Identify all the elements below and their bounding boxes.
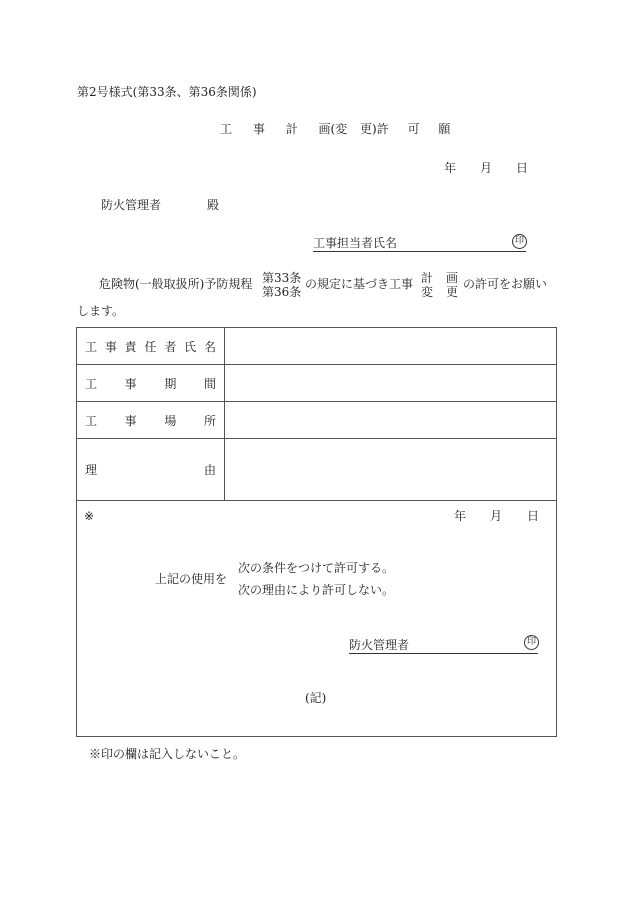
label-char: 所	[203, 413, 216, 428]
title-char: 可	[407, 122, 420, 136]
row-label-responsible-person	[77, 328, 225, 365]
label-char: 事	[124, 413, 137, 428]
applicant-name-field[interactable]	[313, 237, 526, 252]
label-char: 氏	[184, 339, 197, 354]
signer-label: 防火管理者	[349, 638, 410, 652]
label-char: 由	[203, 463, 216, 477]
article-33: 第33条	[262, 271, 302, 285]
title-char: 計	[285, 122, 298, 136]
row-label-reason	[77, 439, 225, 501]
change-char: 更	[446, 285, 459, 299]
label-char: 工	[85, 413, 98, 428]
decision-year-label: 年	[454, 509, 467, 523]
applicant-name-label: 工事担当者氏名	[313, 236, 398, 250]
request-middle: の規定に基づき工事	[305, 277, 414, 291]
label-char: 工	[85, 376, 98, 391]
decision-lead: 上記の使用を	[155, 572, 228, 586]
plan-char: 画	[446, 271, 459, 285]
label-char: 理	[85, 463, 98, 477]
table-row	[77, 402, 557, 439]
note-marker: (記)	[305, 691, 327, 705]
seal-icon: 印	[512, 234, 527, 249]
table-row	[77, 439, 557, 501]
form-identifier: 第2号様式(第33条、第36条関係)	[77, 85, 257, 99]
period-input[interactable]	[225, 365, 557, 402]
label-char: 場	[164, 413, 177, 428]
application-table	[76, 327, 557, 501]
article-36: 第36条	[262, 285, 302, 299]
row-label-period	[77, 365, 225, 402]
article-options	[262, 271, 301, 299]
reason-input[interactable]	[225, 439, 557, 501]
decision-option-reject[interactable]: 次の理由により許可しない。	[238, 583, 395, 597]
label-char: 期	[164, 376, 177, 391]
footnote: ※印の欄は記入しないこと。	[89, 747, 246, 761]
title-char: 画(変	[318, 122, 348, 136]
date-month-label: 月	[480, 161, 493, 175]
title-char: 工	[220, 122, 233, 136]
label-char: 間	[203, 376, 216, 391]
label-char: 工	[85, 339, 98, 354]
table-row	[77, 365, 557, 402]
signer-field[interactable]	[349, 639, 538, 654]
seal-icon: 印	[524, 635, 539, 650]
label-char: 名	[203, 339, 216, 354]
label-char: 者	[164, 339, 177, 354]
addressee-honorific: 殿	[207, 198, 220, 212]
label-char: 事	[104, 339, 117, 354]
table-row	[77, 328, 557, 365]
row-label-location	[77, 402, 225, 439]
plan-option-col1	[421, 271, 433, 299]
request-suffix: の許可をお願い	[463, 277, 548, 291]
title-char: 事	[252, 122, 265, 136]
plan-char: 計	[421, 271, 434, 285]
official-use-section	[76, 500, 557, 737]
addressee-name: 防火管理者	[101, 198, 162, 212]
location-input[interactable]	[225, 402, 557, 439]
label-char: 事	[124, 376, 137, 391]
title-char: 願	[438, 122, 451, 136]
label-char: 責	[124, 339, 137, 354]
decision-option-approve[interactable]: 次の条件をつけて許可する。	[238, 561, 395, 575]
request-end: します。	[77, 304, 125, 318]
label-char: 任	[144, 339, 157, 354]
document-title	[220, 123, 450, 135]
official-use-mark: ※	[84, 509, 95, 523]
request-prefix: 危険物(一般取扱所)予防規程	[99, 277, 253, 291]
date-day-label: 日	[516, 161, 529, 175]
responsible-person-input[interactable]	[225, 328, 557, 365]
title-char: 更)許	[360, 122, 389, 136]
change-char: 変	[421, 285, 434, 299]
date-year-label: 年	[444, 161, 457, 175]
decision-month-label: 月	[490, 509, 503, 523]
decision-day-label: 日	[527, 509, 540, 523]
plan-option-col2	[446, 271, 458, 299]
